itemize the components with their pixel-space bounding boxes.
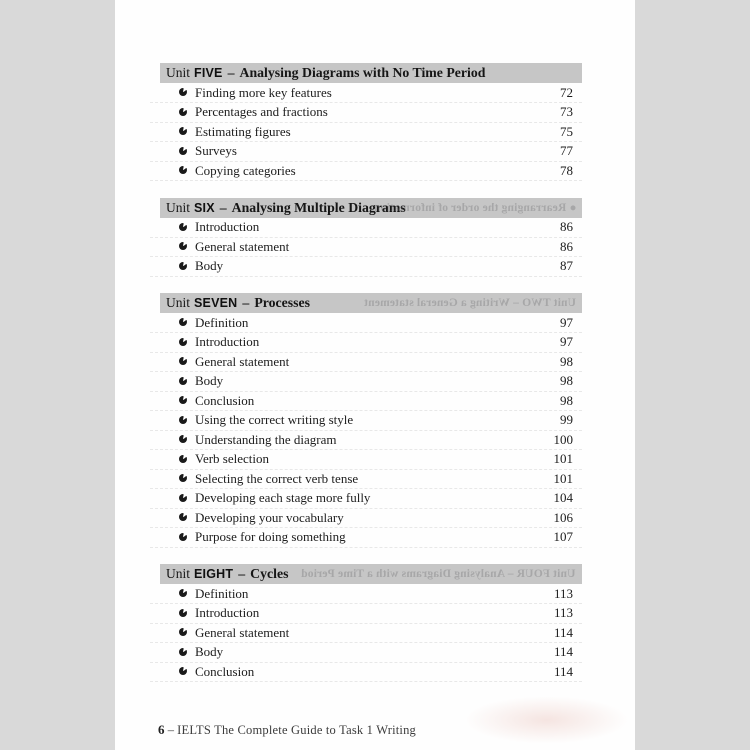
footer-page-number: 6 [158,722,165,737]
unit-items [160,218,582,277]
toc-row [160,237,582,257]
unit-dash: – [219,199,227,215]
bullet-icon [179,667,187,675]
unit-items [160,83,582,181]
toc-item-label: Copying categories [195,162,296,178]
toc-item-page: 86 [560,219,573,235]
footer-separator: – [167,723,175,737]
toc-item-label: General statement [195,624,290,640]
toc-row [160,584,582,604]
toc-section [160,293,582,547]
toc-item-page: 86 [560,238,573,254]
bleedthrough-ghost-text: ● Rearranging the order of information [373,201,576,214]
toc-item-page: 113 [553,585,573,601]
toc-item-label: Introduction [195,605,260,621]
toc-item-label: Understanding the diagram [195,431,337,447]
unit-word: Unit [166,566,191,581]
toc-item-label: Definition [195,585,249,601]
bullet-icon [179,377,187,385]
bullet-icon [179,262,187,270]
toc-item-label: Surveys [195,143,237,159]
bullet-icon [179,474,187,482]
unit-header-bar [160,293,582,313]
toc-item-page: 97 [560,334,573,350]
unit-title: Cycles [250,566,289,581]
unit-number: FIVE [194,66,223,80]
bullet-icon [179,628,187,636]
bullet-icon [179,318,187,326]
toc-item-page: 104 [553,490,573,506]
toc-item-page: 113 [553,605,573,621]
toc-item-label: Using the correct writing style [195,412,354,428]
toc-row [160,122,582,142]
toc-row [160,352,582,372]
bullet-icon [179,166,187,174]
toc-item-label: Estimating figures [195,123,291,139]
bullet-icon [179,416,187,424]
unit-dash: – [227,65,235,80]
toc-item-page: 114 [553,644,573,660]
toc-item-page: 106 [553,509,573,525]
footer-book-title: IELTS The Complete Guide to Task 1 Writing [177,723,416,737]
bullet-icon [179,533,187,541]
unit-header-bar [160,63,582,83]
toc-item-label: Developing each stage more fully [195,490,371,506]
toc-row [160,508,582,528]
toc-item-page: 72 [560,84,573,100]
unit-title: Analysing Diagrams with No Time Period [239,65,486,80]
bullet-icon [179,396,187,404]
toc-item-page: 87 [560,258,573,274]
toc-row [160,411,582,431]
toc-item-label: Purpose for doing something [195,529,346,545]
toc-item-label: Developing your vocabulary [195,509,344,525]
bullet-icon [179,455,187,463]
toc-item-label: Selecting the correct verb tense [195,470,359,486]
toc-row [160,528,582,548]
bullet-icon [179,242,187,250]
toc-row [160,257,582,277]
toc-row [160,489,582,509]
unit-title: Analysing Multiple Diagrams [231,199,406,215]
bleedthrough-ghost-text: Unit FOUR – Analysing Diagrams with a Time Period [301,568,576,580]
toc-item-label: Definition [195,314,249,330]
toc-section [160,564,582,682]
book-page [115,0,635,750]
toc-row [160,643,582,663]
toc-item-page: 114 [553,663,573,679]
bullet-icon [179,338,187,346]
toc-row [160,313,582,333]
toc-item-page: 73 [560,104,573,120]
unit-dash: – [242,295,250,310]
toc-item-page: 99 [560,412,573,428]
unit-word: Unit [166,295,191,310]
unit-dash: – [238,566,246,581]
unit-header-bar [160,198,582,218]
toc-row [160,372,582,392]
toc-item-page: 98 [560,373,573,389]
unit-items [160,584,582,682]
toc-item-label: Percentages and fractions [195,104,328,120]
toc-item-label: Introduction [195,219,260,235]
toc-row [160,623,582,643]
unit-number: SIX [194,200,215,215]
bleedthrough-ghost-text: Unit TWO – Writing a General statement [363,297,576,309]
toc-item-page: 114 [553,624,573,640]
toc-item-label: Verb selection [195,451,270,467]
bullet-icon [179,357,187,365]
toc-item-label: Conclusion [195,392,255,408]
toc-row [160,391,582,411]
toc-section [160,198,582,277]
toc-item-page: 107 [553,529,573,545]
toc-item-label: General statement [195,353,290,369]
toc-row [160,450,582,470]
unit-word: Unit [166,65,191,80]
bullet-icon [179,648,187,656]
bullet-icon [179,494,187,502]
bullet-icon [179,147,187,155]
toc-row [160,142,582,162]
unit-word: Unit [166,199,191,215]
toc-item-page: 78 [560,162,573,178]
unit-number: EIGHT [194,567,234,581]
toc-item-page: 75 [560,123,573,139]
toc-item-page: 100 [553,431,573,447]
toc-row [160,103,582,123]
bullet-icon [179,127,187,135]
bullet-icon [179,609,187,617]
toc-item-label: Body [195,644,224,660]
page-footer [158,722,416,738]
toc-row [160,604,582,624]
bullet-icon [179,589,187,597]
bullet-icon [179,513,187,521]
bullet-icon [179,108,187,116]
toc-item-label: Conclusion [195,663,255,679]
unit-title: Processes [254,295,310,310]
toc-item-label: General statement [195,238,290,254]
toc-item-page: 98 [560,353,573,369]
toc-item-label: Introduction [195,334,260,350]
toc-item-page: 77 [560,143,573,159]
bullet-icon [179,88,187,96]
toc-sections [160,63,582,682]
toc-item-label: Body [195,373,224,389]
toc-row [160,333,582,353]
toc-row [160,469,582,489]
bullet-icon [179,223,187,231]
toc-row [160,662,582,682]
toc-item-page: 97 [560,314,573,330]
bullet-icon [179,435,187,443]
scan-smudge [464,696,629,744]
toc-row [160,218,582,238]
toc-item-label: Finding more key features [195,84,332,100]
toc-row [160,430,582,450]
toc-section [160,63,582,181]
toc-row [160,161,582,181]
toc-item-page: 101 [553,451,573,467]
unit-number: SEVEN [194,296,238,310]
toc-item-page: 98 [560,392,573,408]
unit-items [160,313,582,547]
toc-item-page: 101 [553,470,573,486]
toc-row [160,83,582,103]
unit-header-bar [160,564,582,584]
toc-item-label: Body [195,258,224,274]
